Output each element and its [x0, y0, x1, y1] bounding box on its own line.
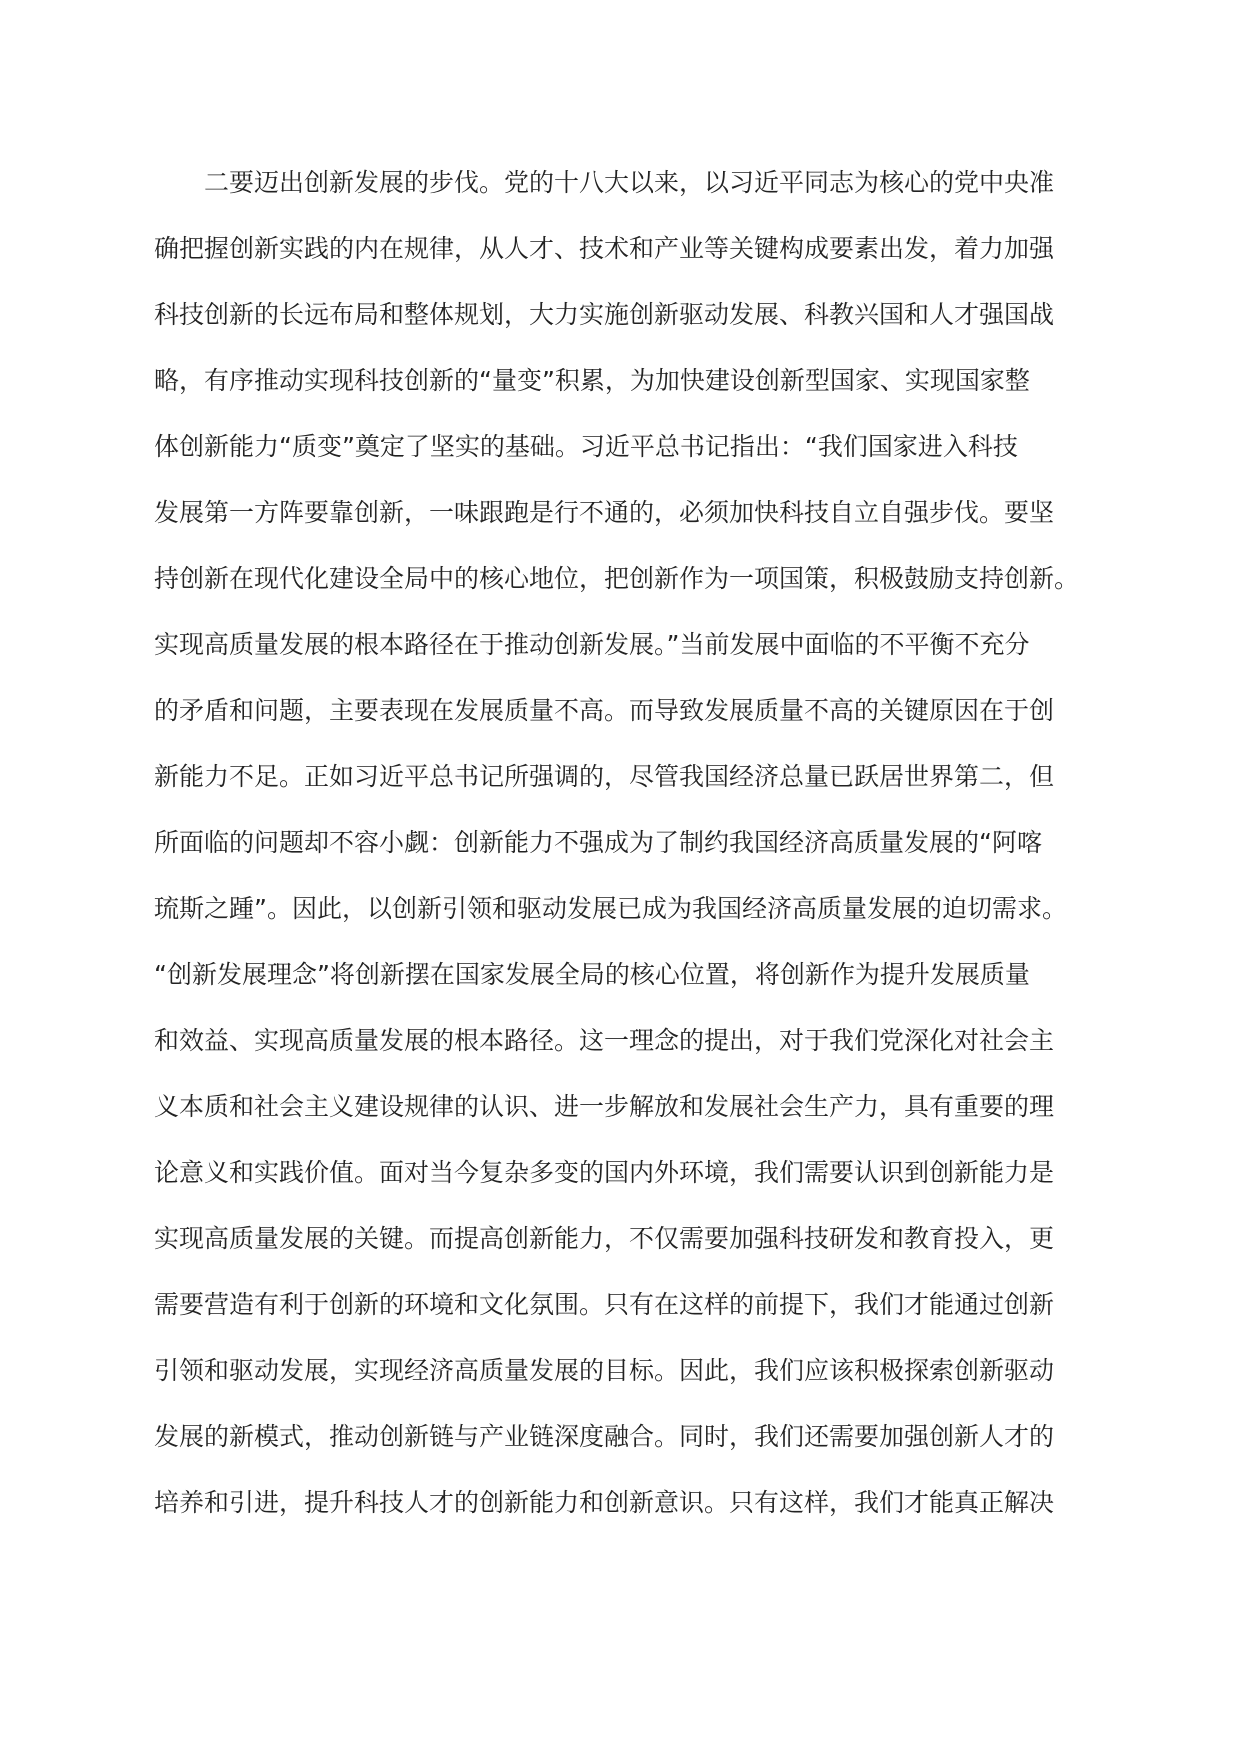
text-line: 发展的新模式，推动创新链与产业链深度融合。同时，我们还需要加强创新人才的 — [154, 1422, 1055, 1451]
paragraph — [154, 163, 1094, 1549]
text-line: 确把握创新实践的内在规律，从人才、技术和产业等关键构成要素出发，着力加强 — [154, 234, 1055, 263]
text-line: 发展第一方阵要靠创新，一味跟跑是行不通的，必须加快科技自立自强步伐。要坚 — [154, 498, 1055, 527]
text-line: 二要迈出创新发展的步伐。党的十八大以来，以习近平同志为核心的党中央准 — [204, 168, 1055, 197]
text-line: 所面临的问题却不容小觑：创新能力不强成为了制约我国经济高质量发展的“阿喀 — [154, 828, 1042, 857]
text-line: 实现高质量发展的根本路径在于推动创新发展。”当前发展中面临的不平衡不充分 — [154, 630, 1030, 659]
text-line: 引领和驱动发展，实现经济高质量发展的目标。因此，我们应该积极探索创新驱动 — [154, 1356, 1055, 1385]
text-line: 持创新在现代化建设全局中的核心地位，把创新作为一项国策，积极鼓励支持创新。 — [154, 564, 1080, 593]
text-line: 琉斯之踵”。因此，以创新引领和驱动发展已成为我国经济高质量发展的迫切需求。 — [154, 894, 1067, 923]
text-line: 略，有序推动实现科技创新的“量变”积累，为加快建设创新型国家、实现国家整 — [154, 366, 1030, 395]
text-line: 体创新能力“质变”奠定了坚实的基础。习近平总书记指出：“我们国家进入科技 — [154, 432, 1018, 461]
text-line: “创新发展理念”将创新摆在国家发展全局的核心位置，将创新作为提升发展质量 — [154, 960, 1030, 989]
text-line: 的矛盾和问题，主要表现在发展质量不高。而导致发展质量不高的关键原因在于创 — [154, 696, 1055, 725]
text-line: 培养和引进，提升科技人才的创新能力和创新意识。只有这样，我们才能真正解决 — [154, 1488, 1055, 1517]
text-line: 和效益、实现高质量发展的根本路径。这一理念的提出，对于我们党深化对社会主 — [154, 1026, 1055, 1055]
text-line: 科技创新的长远布局和整体规划，大力实施创新驱动发展、科教兴国和人才强国战 — [154, 300, 1055, 329]
text-line: 论意义和实践价值。面对当今复杂多变的国内外环境，我们需要认识到创新能力是 — [154, 1158, 1055, 1187]
text-line: 需要营造有利于创新的环境和文化氛围。只有在这样的前提下，我们才能通过创新 — [154, 1290, 1055, 1319]
text-line: 义本质和社会主义建设规律的认识、进一步解放和发展社会生产力，具有重要的理 — [154, 1092, 1055, 1121]
text-line: 实现高质量发展的关键。而提高创新能力，不仅需要加强科技研发和教育投入，更 — [154, 1224, 1055, 1253]
text-line: 新能力不足。正如习近平总书记所强调的，尽管我国经济总量已跃居世界第二，但 — [154, 762, 1055, 791]
